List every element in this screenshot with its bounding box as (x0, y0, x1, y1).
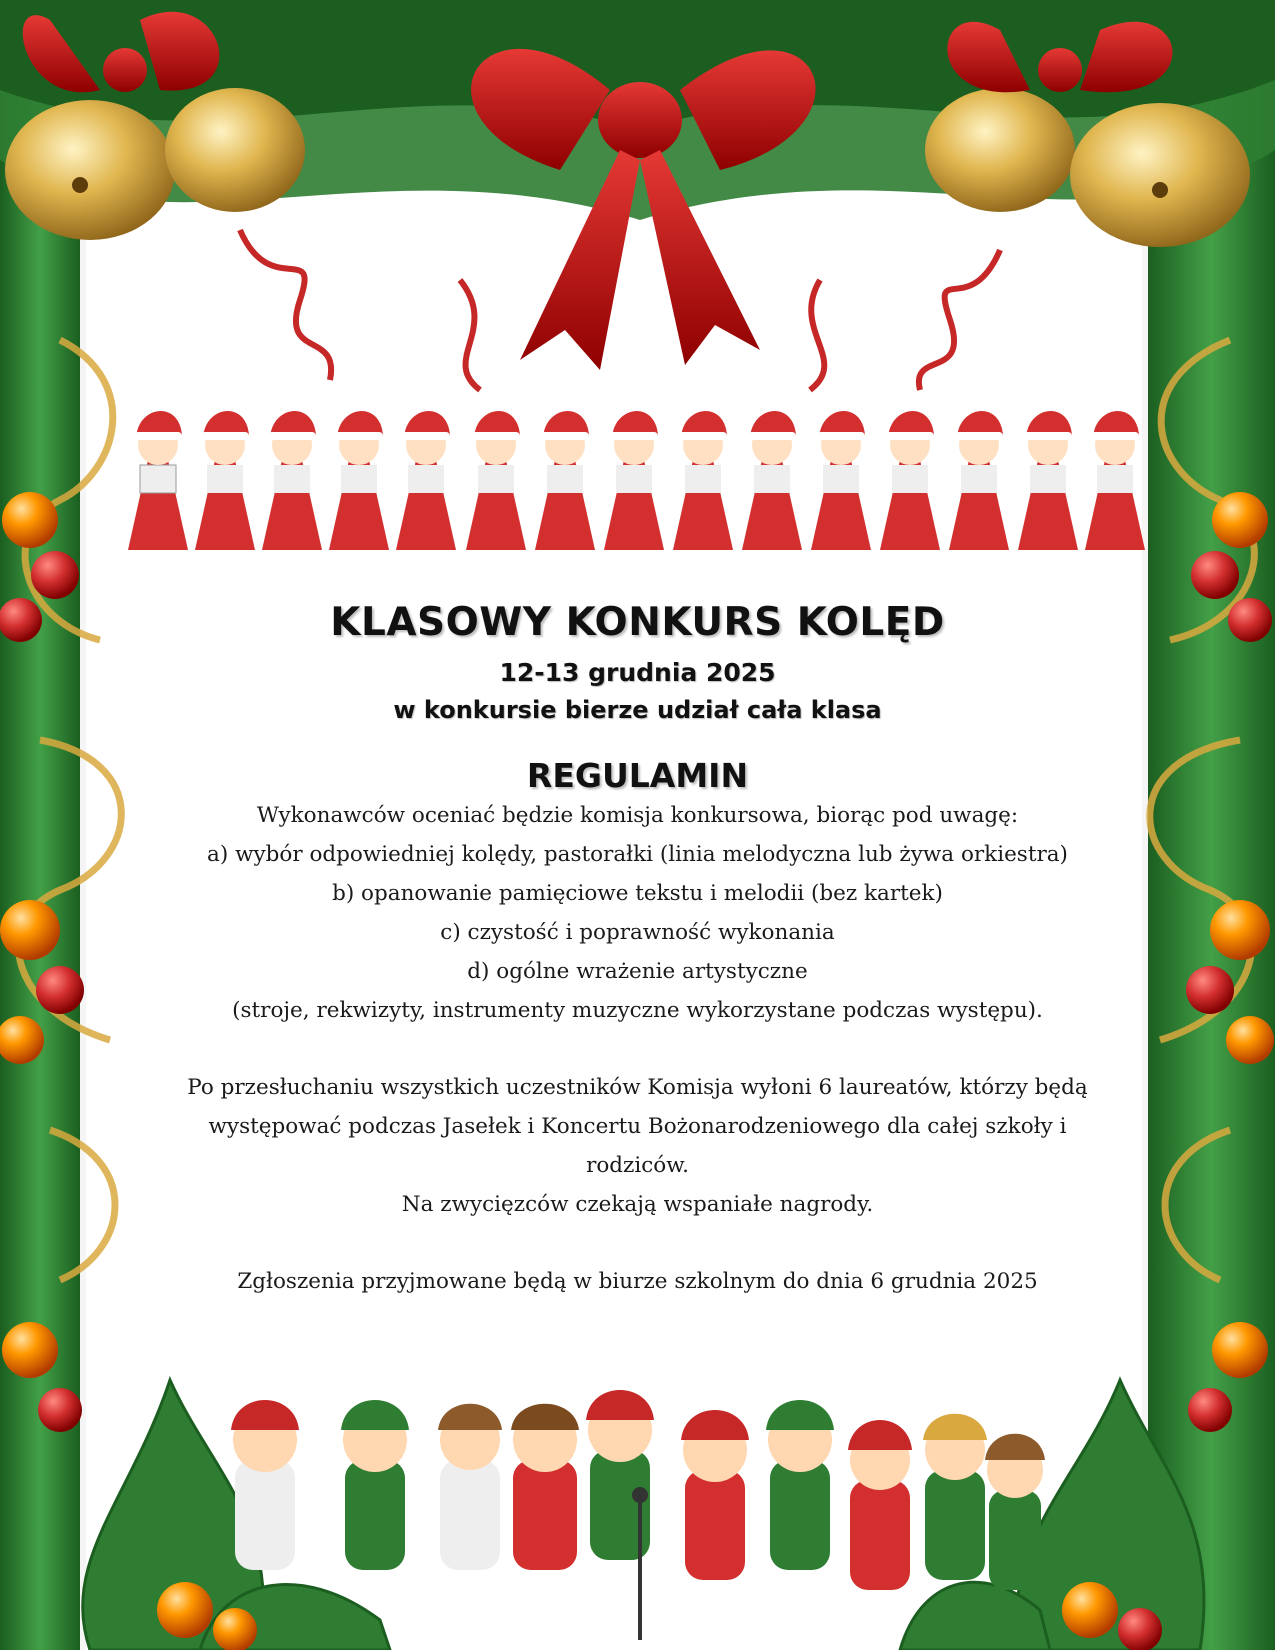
criterion-d: d) ogólne wrażenie artystyczne (467, 959, 808, 985)
event-date: 12-13 grudnia 2025 (499, 657, 776, 687)
rules-intro: Wykonawców oceniać będzie komisja konkursowa, biorąc pod uwagę: (256, 803, 1019, 829)
deadline-line: Zgłoszenia przyjmowane będą w biurze szkolnym do dnia 6 grudnia 2025 (237, 1269, 1038, 1295)
criterion-c: c) czystość i poprawność wykonania (440, 920, 835, 946)
prizes-line: Na zwycięzców czekają wspaniałe nagrody. (401, 1192, 874, 1218)
rules-heading: REGULAMIN (526, 756, 749, 796)
poster-content (170, 600, 1105, 1301)
rules-body (170, 796, 1105, 1301)
poster-title: KLASOWY KONKURS KOLĘD (330, 600, 945, 645)
criteria-note: (stroje, rekwizyty, instrumenty muzyczne wykorzystane podczas występu). (232, 998, 1043, 1024)
criterion-b: b) opanowanie pamięciowe tekstu i melodii (bez kartek) (332, 881, 943, 907)
event-subtitle: w konkursie bierze udział cała klasa (393, 696, 882, 725)
laureates-paragraph: Po przesłuchaniu wszystkich uczestników Komisja wyłoni 6 laureatów, którzy będą występować podczas Jasełek i Koncertu Bożonarodzeniowego dla całej szkoły i rodziców. (187, 1075, 1088, 1179)
criterion-a: a) wybór odpowiedniej kolędy, pastorałki (linia melodyczna lub żywa orkiestra) (207, 842, 1068, 868)
